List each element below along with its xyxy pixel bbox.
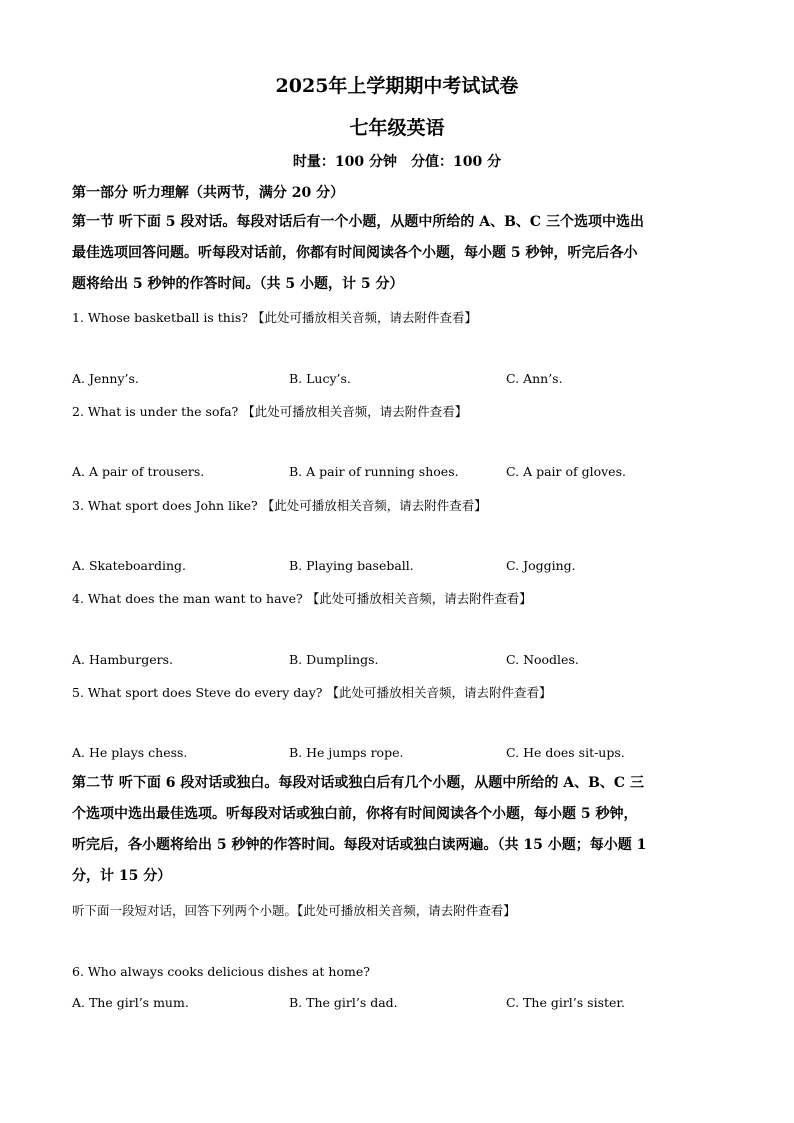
question-4: 4. What does the man want to have? 【此处可播放相关音频，请去附件查看】	[72, 591, 532, 606]
section2-line: 听完后，各小题将给出 5 秒钟的作答时间。每段对话或独白读两遍。（共 15 小题；每小题 1	[72, 837, 647, 853]
q3-option-c: C. Jogging.	[506, 558, 576, 573]
question-5: 5. What sport does Steve do every day? 【此处可播放相关音频，请去附件查看】	[72, 685, 552, 700]
q3-option-b: B. Playing baseball.	[289, 558, 414, 573]
q5-option-b: B. He jumps rope.	[289, 745, 404, 760]
q1-option-b: B. Lucy’s.	[289, 371, 351, 386]
part1-heading: 第一部分 听力理解（共两节，满分 20 分）	[72, 185, 345, 201]
section1-instructions	[72, 207, 722, 300]
question-3: 3. What sport does John like? 【此处可播放相关音频，请去附件查看】	[72, 498, 487, 513]
section1-line: 最佳选项回答问题。听每段对话前，你都有时间阅读各个小题，每小题 5 秒钟，听完后各小	[72, 245, 638, 261]
q3-option-a: A. Skateboarding.	[72, 558, 186, 573]
q4-option-b: B. Dumplings.	[289, 652, 379, 667]
q2-option-c: C. A pair of gloves.	[506, 464, 626, 479]
question-6: 6. Who always cooks delicious dishes at home?	[72, 964, 370, 979]
q2-option-b: B. A pair of running shoes.	[289, 464, 459, 479]
q1-option-a: A. Jenny’s.	[72, 371, 139, 386]
section1-line: 第一节 听下面 5 段对话。每段对话后有一个小题，从题中所给的 A、B、C 三个选项中选出	[72, 214, 644, 230]
question-1: 1. Whose basketball is this? 【此处可播放相关音频，请去附件查看】	[72, 310, 477, 325]
q6-option-a: A. The girl’s mum.	[72, 995, 189, 1010]
section1-line: 题将给出 5 秒钟的作答时间。（共 5 小题，计 5 分）	[72, 276, 404, 292]
question-2: 2. What is under the sofa? 【此处可播放相关音频，请去附件查看】	[72, 404, 468, 419]
q4-option-c: C. Noodles.	[506, 652, 579, 667]
exam-title: 2025年上学期期中考试试卷	[275, 75, 519, 97]
q4-option-a: A. Hamburgers.	[72, 652, 173, 667]
q1-option-c: C. Ann’s.	[506, 371, 563, 386]
listen-intro: 听下面一段短对话，回答下列两个小题。【此处可播放相关音频，请去附件查看】	[72, 903, 516, 918]
q5-option-c: C. He does sit-ups.	[506, 745, 625, 760]
section2-instructions	[72, 768, 722, 892]
q6-option-b: B. The girl’s dad.	[289, 995, 398, 1010]
exam-subtitle: 七年级英语	[349, 117, 445, 139]
q6-option-c: C. The girl’s sister.	[506, 995, 625, 1010]
q2-option-a: A. A pair of trousers.	[72, 464, 205, 479]
section2-line: 个选项中选出最佳选项。听每段对话或独白前，你将有时间阅读各个小题，每小题 5 秒钟，	[72, 806, 638, 822]
exam-meta: 时量：100 分钟 分值：100 分	[292, 154, 502, 170]
q5-option-a: A. He plays chess.	[72, 745, 188, 760]
section2-line: 第二节 听下面 6 段对话或独白。每段对话或独白后有几个小题，从题中所给的 A、B、C 三	[72, 775, 644, 791]
section2-line: 分，计 15 分）	[72, 868, 172, 884]
